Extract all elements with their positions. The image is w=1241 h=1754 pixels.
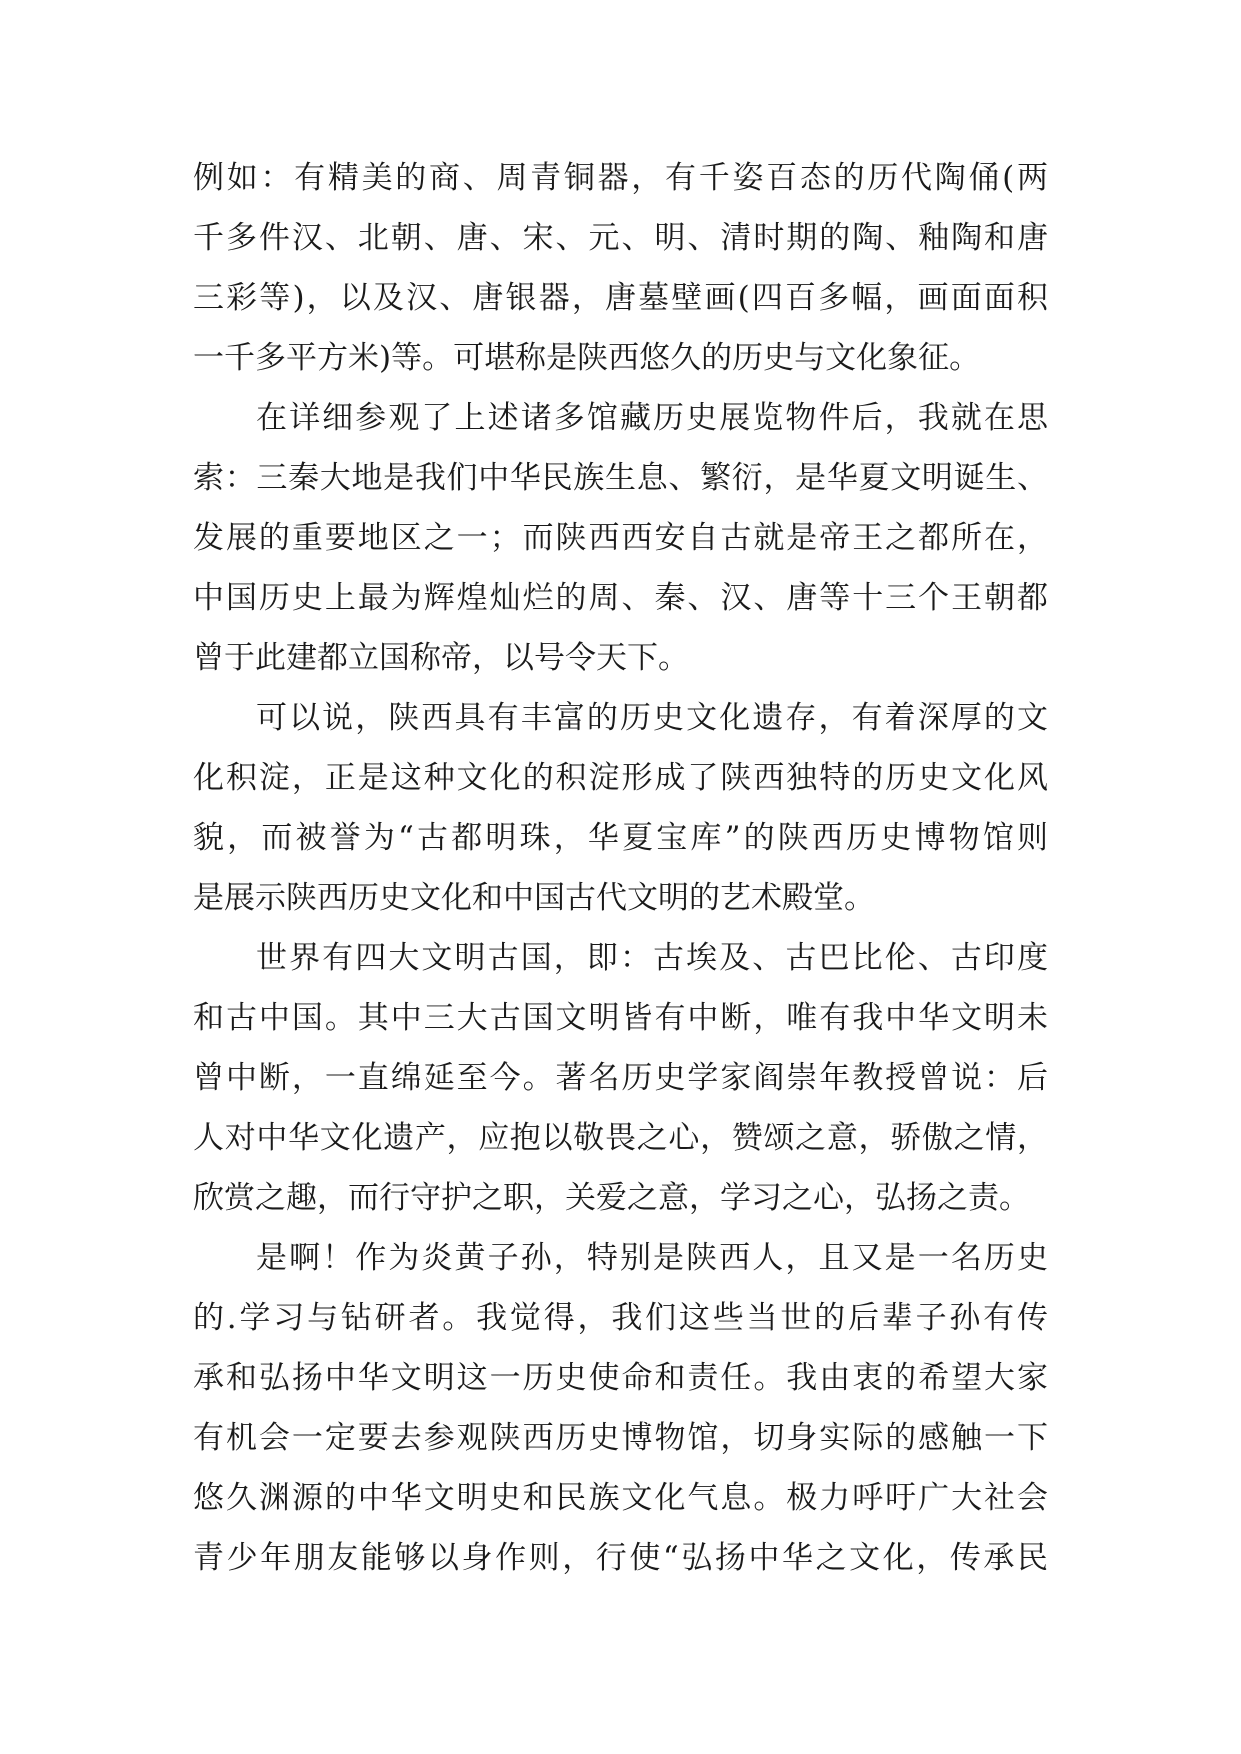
text-line: 中国历史上最为辉煌灿烂的周、秦、汉、唐等十三个王朝都 xyxy=(193,580,1048,616)
text-line: 是展示陕西历史文化和中国古代文明的艺术殿堂。 xyxy=(193,880,875,916)
text-line: 例如：有精美的商、周青铜器，有千姿百态的历代陶俑(两 xyxy=(193,160,1048,196)
text-line: 曾于此建都立国称帝，以号令天下。 xyxy=(193,640,689,676)
text-line: 悠久渊源的中华文明史和民族文化气息。极力呼吁广大社会 xyxy=(193,1480,1048,1516)
text-line: 欣赏之趣，而行守护之职，关爱之意，学习之心，弘扬之责。 xyxy=(193,1180,1030,1216)
text-line: 三彩等)，以及汉、唐银器，唐墓壁画(四百多幅，画面面积 xyxy=(193,280,1048,316)
text-line: 承和弘扬中华文明这一历史使命和责任。我由衷的希望大家 xyxy=(193,1360,1048,1396)
text-line: 千多件汉、北朝、唐、宋、元、明、清时期的陶、釉陶和唐 xyxy=(193,220,1048,256)
text-line: 世界有四大文明古国，即：古埃及、古巴比伦、古印度 xyxy=(256,940,1048,976)
text-line: 和古中国。其中三大古国文明皆有中断，唯有我中华文明未 xyxy=(193,1000,1048,1036)
text-line: 曾中断，一直绵延至今。著名历史学家阎崇年教授曾说：后 xyxy=(193,1060,1048,1096)
text-line: 索：三秦大地是我们中华民族生息、繁衍，是华夏文明诞生、 xyxy=(193,460,1048,496)
text-line: 的.学习与钻研者。我觉得，我们这些当世的后辈子孙有传 xyxy=(193,1300,1048,1336)
text-line: 貌，而被誉为“古都明珠，华夏宝库”的陕西历史博物馆则 xyxy=(193,820,1048,856)
text-line: 在详细参观了上述诸多馆藏历史展览物件后，我就在思 xyxy=(256,400,1048,436)
text-line: 是啊！作为炎黄子孙，特别是陕西人，且又是一名历史 xyxy=(256,1240,1048,1276)
text-line: 青少年朋友能够以身作则，行使“弘扬中华之文化，传承民 xyxy=(193,1540,1048,1576)
text-line: 一千多平方米)等。可堪称是陕西悠久的历史与文化象征。 xyxy=(193,340,981,376)
text-line: 化积淀，正是这种文化的积淀形成了陕西独特的历史文化风 xyxy=(193,760,1048,796)
text-line: 发展的重要地区之一；而陕西西安自古就是帝王之都所在， xyxy=(193,520,1048,556)
text-line: 可以说，陕西具有丰富的历史文化遗存，有着深厚的文 xyxy=(256,700,1048,736)
text-line: 人对中华文化遗产，应抱以敬畏之心，赞颂之意，骄傲之情， xyxy=(193,1120,1048,1156)
text-line: 有机会一定要去参观陕西历史博物馆，切身实际的感触一下 xyxy=(193,1420,1048,1456)
